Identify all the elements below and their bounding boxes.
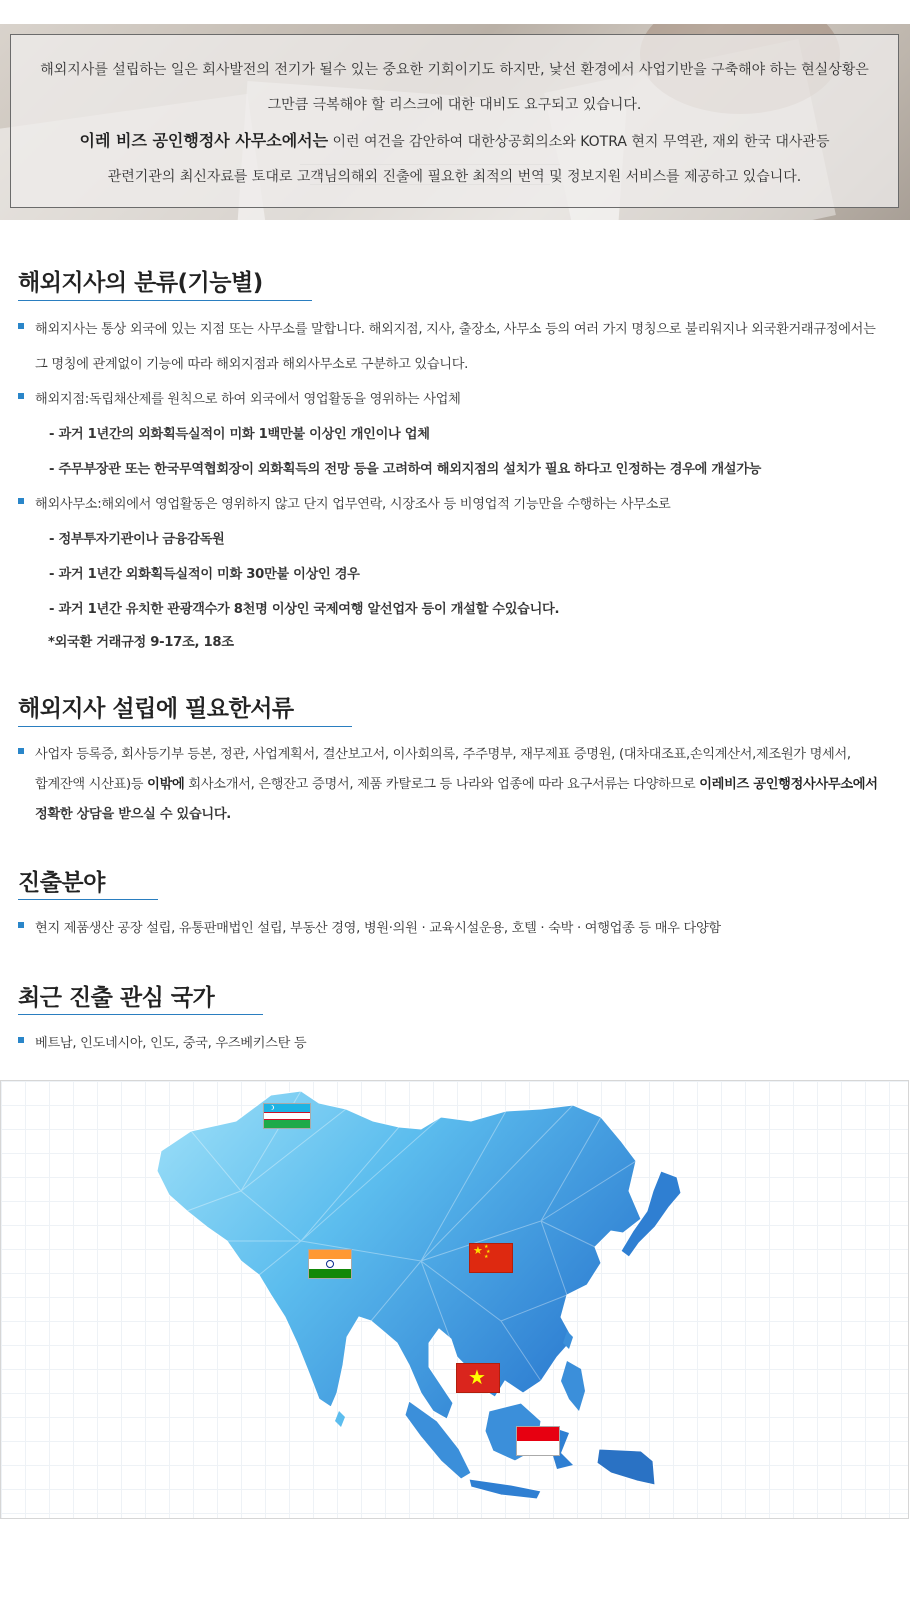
overseas-branch-definition: 해외지점:독립채산제를 원칙으로 하여 외국에서 영업활동을 영위하는 사업체 [35, 392, 461, 407]
crescent-icon [268, 1105, 273, 1110]
indonesia-flag [516, 1426, 560, 1456]
china-flag [469, 1243, 513, 1273]
overseas-office-definition: 해외사무소:해외에서 영업활동은 영위하지 않고 단지 업무연락, 시장조사 등 비영업적 기능만을 수행하는 사무소로 [35, 497, 671, 512]
fields-line: 현지 제품생산 공장 설립, 유통판매법인 설립, 부동산 경영, 병원·의원 · 교육시설운용, 호텔 · 숙박 · 여행업종 등 매우 다양함 [35, 921, 721, 936]
bullet-icon [18, 748, 24, 754]
asia-map-graphic [1, 1081, 909, 1519]
documents-line-2-a: 합계잔액 시산표)등 [35, 777, 148, 792]
section-title-fields: 진출분야 [18, 870, 105, 896]
section-title-required-documents: 해외지사 설립에 필요한서류 [18, 696, 294, 722]
documents-line-2-company: 이레비즈 공인행정사사무소에서 [699, 777, 878, 792]
company-name: 이레 비즈 공인행정사 사무소에서는 [79, 131, 329, 150]
branch-definition-line-1: 해외지사는 통상 외국에 있는 지점 또는 사무소를 말합니다. 해외지점, 지사, 출장소, 사무소 등의 여러 가지 명칭으로 불리워지나 외국환거래규정에서는 [35, 322, 876, 337]
star-icon: ★ [468, 1365, 486, 1389]
flag-stripe [264, 1120, 310, 1128]
flag-stripe [517, 1427, 559, 1441]
chakra-icon [326, 1260, 334, 1268]
countries-line: 베트남, 인도네시아, 인도, 중국, 우즈베키스탄 등 [35, 1036, 307, 1051]
bullet-icon [18, 922, 24, 928]
java-shape [469, 1479, 541, 1499]
star-icon: ★ [484, 1244, 489, 1250]
section-title-branch-types: 해외지사의 분류(기능별) [18, 270, 263, 296]
bullet-icon [18, 323, 24, 329]
bullet-icon [18, 393, 24, 399]
documents-line-2-b: 이밖에 [147, 777, 185, 792]
documents-line-1: 사업자 등록증, 회사등기부 등본, 정관, 사업계획서, 결산보고서, 이사회의록, 주주명부, 재무제표 증명원, (대차대조표,손익계산서,제조원가 명세서, [35, 747, 851, 762]
star-icon: ★ [486, 1249, 491, 1255]
banner-line-4: 관련기관의 최신자료를 토대로 고객님의해외 진출에 필요한 최적의 번역 및 정보지원 서비스를 제공하고 있습니다. [107, 169, 802, 185]
overseas-office-criteria-2: - 과거 1년간 외화획득실적이 미화 30만불 이상인 경우 [49, 567, 360, 582]
srilanka-shape [335, 1411, 345, 1427]
philippines-shape [561, 1361, 585, 1411]
section-title-countries: 최근 진출 관심 국가 [18, 985, 215, 1011]
bullet-icon [18, 1037, 24, 1043]
hero-banner [0, 24, 910, 220]
flag-stripe [517, 1441, 559, 1455]
banner-line-2: 그만큼 극복해야 할 리스크에 대한 대비도 요구되고 있습니다. [267, 97, 642, 113]
india-flag [308, 1249, 352, 1279]
documents-line-2 [35, 773, 878, 792]
overseas-office-criteria-1: - 정부투자기관이나 금융감독원 [49, 532, 225, 547]
bullet-icon [18, 498, 24, 504]
section-underline [18, 300, 312, 301]
banner-line-1: 해외지사를 설립하는 일은 회사발전의 전기가 될수 있는 중요한 기회이기도 하지만, 낯선 환경에서 사업기반을 구축해야 하는 현실상황은 [40, 62, 869, 78]
overseas-branch-criteria-2: - 주무부장관 또는 한국무역협회장이 외화획득의 전망 등을 고려하여 해외지점의 설치가 필요 하다고 인정하는 경우에 개설가능 [49, 462, 762, 477]
documents-line-2-c: 회사소개서, 은행잔고 증명서, 제품 카탈로그 등 나라와 업종에 따라 요구서류는 다양하므로 [184, 777, 700, 792]
flag-stripe [264, 1104, 310, 1112]
section-underline [18, 726, 352, 727]
section-underline [18, 1014, 263, 1015]
star-icon: ★ [484, 1254, 489, 1260]
papua-shape [597, 1449, 655, 1485]
vietnam-flag [456, 1363, 500, 1393]
overseas-branch-criteria-1: - 과거 1년간의 외화획득실적이 미화 1백만불 이상인 개인이나 업체 [49, 427, 430, 442]
star-icon: ★ [473, 1244, 483, 1257]
banner-line-3-rest: 이런 여건을 감안하여 대한상공회의소와 KOTRA 현지 무역관, 재외 한국 대사관등 [328, 134, 830, 150]
flag-stripe [309, 1269, 351, 1278]
banner-text-box [10, 34, 899, 208]
documents-line-3: 정확한 상담을 받으실 수 있습니다. [35, 807, 232, 822]
flag-stripe [309, 1250, 351, 1259]
banner-line-3 [11, 123, 898, 160]
section-underline [18, 899, 158, 900]
regulation-note: *외국환 거래규정 9-17조, 18조 [48, 635, 234, 650]
asia-map [0, 1080, 909, 1519]
branch-definition-line-2: 그 명칭에 관계없이 기능에 따라 해외지점과 해외사무소로 구분하고 있습니다. [35, 357, 469, 372]
overseas-office-criteria-3: - 과거 1년간 유치한 관광객수가 8천명 이상인 국제여행 알선업자 등이 개설할 수있습니다. [49, 602, 560, 617]
flag-stripe [309, 1259, 351, 1269]
uzbekistan-flag [263, 1103, 311, 1129]
